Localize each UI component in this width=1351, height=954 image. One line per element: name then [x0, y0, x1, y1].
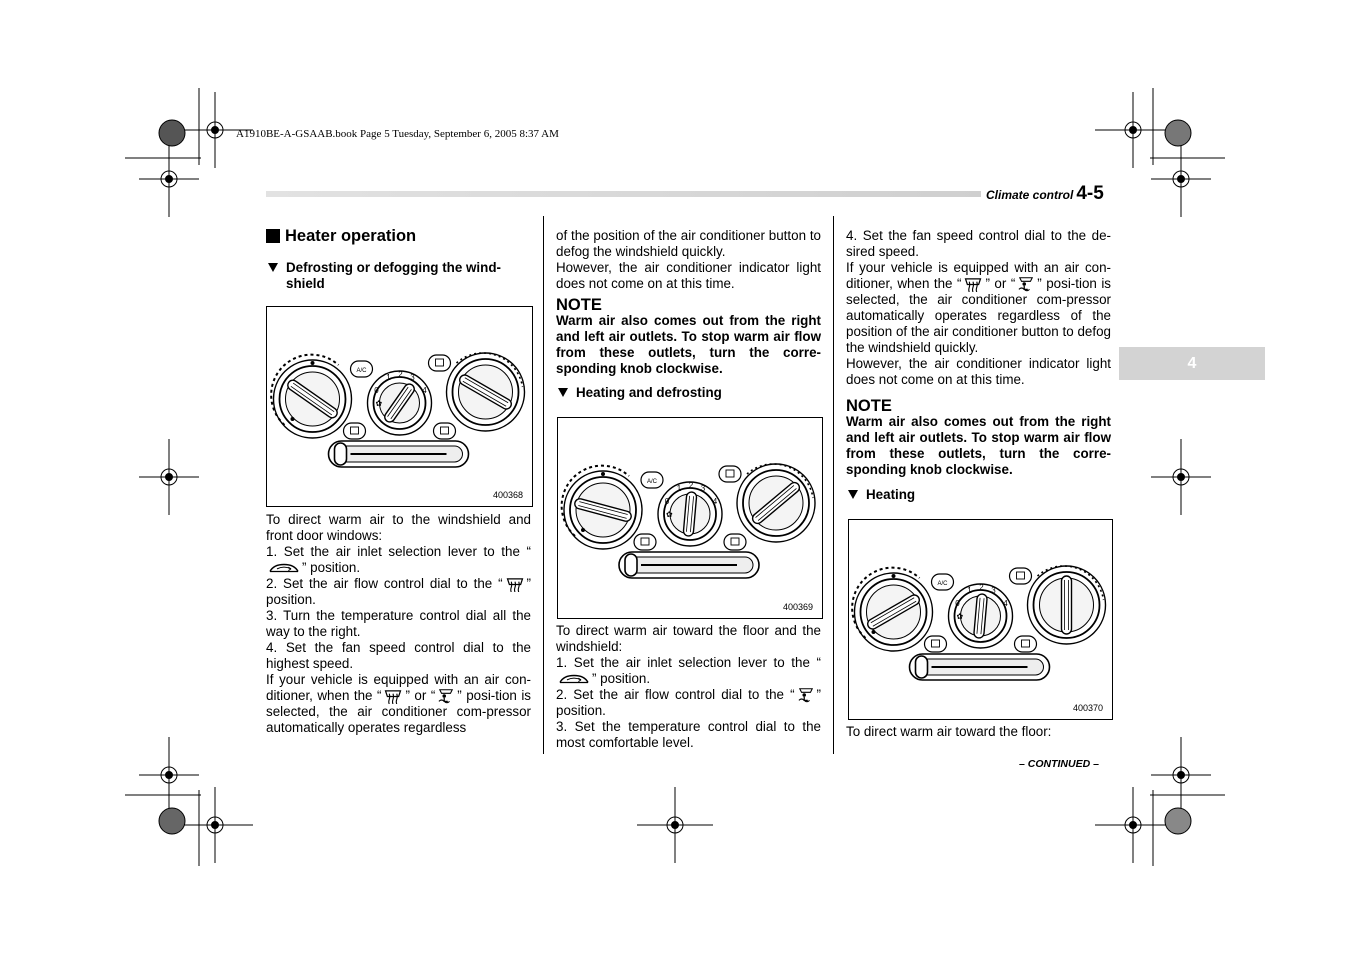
step-1: 1. Set the air inlet selection lever to the “” position.: [266, 544, 531, 575]
fan-speed-label: 0: [664, 497, 670, 506]
rear-defrost-button: [719, 466, 741, 482]
fresh-air-button: [925, 636, 947, 652]
column-3-top: [846, 228, 1111, 503]
rear-defrost-button: [429, 355, 451, 371]
ac-paragraph: If your vehicle is equipped with an air con-ditioner, when the “ ” or “ ” posi-tion is selected, the air conditioner com-pressor automatically operates regardless: [266, 672, 532, 736]
air-inlet-lever: [335, 443, 347, 465]
figure-400369: [557, 417, 823, 619]
ac-paragraph: If your vehicle is equipped with an air con-ditioner, when the “ ” or “ ” posi-tion is selected, the air conditioner com-pressor automatically operates regardless of the position of the air conditioner button to defog the windshield quickly.: [846, 260, 1112, 356]
fan-speed-label: 2: [688, 481, 694, 490]
chapter-tab: 4: [1119, 347, 1265, 380]
column-2-body: [556, 623, 821, 751]
figure-400370: [848, 519, 1113, 720]
ac-button-label: A/C: [356, 368, 367, 374]
section-heading: Heater operation: [266, 228, 531, 244]
indicator-text: However, the air conditioner indicator light does not come on at this time.: [846, 356, 1111, 388]
continued-label: – CONTINUED –: [1019, 758, 1099, 770]
square-bullet-icon: [266, 229, 280, 243]
fan-speed-label: 1: [386, 373, 391, 382]
fan-speed-label: 2: [979, 583, 984, 592]
defrost-floor-icon: [1015, 276, 1037, 292]
continued-text: of the position of the air conditioner button to defog the windshield quickly.: [556, 228, 821, 259]
defrost-floor-icon: [435, 688, 457, 704]
figure-code: 400370: [1072, 703, 1103, 713]
control-panel: [852, 566, 1105, 680]
figure-code: 400369: [782, 602, 813, 612]
subsection-heading: Heating and defrosting: [556, 385, 821, 401]
note-body: Warm air also comes out from the right and left air outlets. To stop warm air flow from these outlets, turn the corre-sponding knob clockwise.: [846, 414, 1111, 478]
column-divider: [833, 216, 834, 754]
hot-mark: [892, 574, 896, 578]
fan-speed-label: 2: [398, 370, 403, 379]
defrost-floor-icon: [795, 687, 817, 703]
recirc-button: [1015, 636, 1037, 652]
fresh-air-button: [634, 534, 656, 550]
note-body: Warm air also comes out from the right and left air outlets. To stop warm air flow from these outlets, turn the corre-sponding knob clockwise.: [556, 313, 821, 376]
fan-speed-label: 3: [410, 373, 415, 382]
defrost-icon: [503, 577, 527, 592]
recirc-button: [724, 534, 746, 550]
step-2: 2. Set the air flow control dial to the “ ” position.: [556, 687, 821, 719]
book-info-line: A1910BE-A-GSAAB.book Page 5 Tuesday, September 6, 2005 8:37 AM: [236, 128, 559, 140]
rear-defrost-button: [1010, 568, 1032, 584]
section-header: [986, 183, 1104, 205]
triangle-bullet-icon: [558, 388, 568, 397]
cold-mark: [581, 528, 585, 532]
column-3-body: [846, 724, 1111, 740]
column-1: [266, 228, 531, 292]
step-3: 3. Set the temperature control dial to the most comfortable level.: [556, 719, 821, 751]
fan-speed-label: 1: [676, 484, 682, 493]
fan-speed-label: 3: [991, 586, 996, 595]
step-4: 4. Set the fan speed control dial to the highest speed.: [266, 640, 531, 671]
fan-speed-label: 4: [1003, 599, 1008, 608]
fan-speed-label: 3: [700, 484, 706, 493]
recirculation-icon: [266, 561, 302, 575]
cold-mark: [291, 417, 295, 421]
fresh-air-button: [344, 423, 366, 439]
figure-code: 400368: [492, 490, 523, 500]
note-heading: NOTE: [846, 397, 892, 416]
fan-icon: ✿: [375, 399, 383, 408]
figure-400368: [266, 306, 533, 507]
heater-control-panel-illustration: [849, 520, 1112, 719]
air-inlet-lever: [916, 656, 928, 678]
defrost-icon: [961, 277, 985, 292]
control-panel: [562, 464, 815, 578]
triangle-bullet-icon: [268, 263, 278, 272]
fan-speed-label: 4: [422, 386, 427, 395]
recirc-button: [434, 423, 456, 439]
defrost-icon: [381, 689, 405, 704]
triangle-bullet-icon: [848, 490, 858, 499]
fan-icon: ✿: [666, 510, 673, 519]
air-inlet-lever: [625, 554, 637, 576]
column-2-top: [556, 228, 821, 401]
fan-icon: ✿: [956, 612, 964, 621]
step-3: 3. Turn the temperature control dial all the way to the right.: [266, 608, 531, 639]
air-flow-dial-grip: [1062, 576, 1072, 634]
ac-button-label: A/C: [646, 479, 658, 485]
hot-mark: [601, 472, 605, 476]
page-number: 4-5: [1076, 183, 1104, 204]
heater-control-panel-illustration: [558, 418, 822, 618]
cold-mark: [872, 630, 876, 634]
step-1: 1. Set the air inlet selection lever to the “” position.: [556, 655, 821, 686]
header-rule: [266, 191, 981, 197]
fan-speed-label: 4: [712, 497, 718, 506]
section-title: Climate control: [986, 188, 1074, 202]
indicator-text: However, the air conditioner indicator light does not come on at this time.: [556, 260, 821, 291]
step-2: 2. Set the air flow control dial to the “ ” position.: [266, 576, 531, 607]
fan-speed-label: 1: [967, 586, 972, 595]
subsection-heading: Heating: [846, 487, 1111, 503]
intro-text: To direct warm air toward the floor:: [846, 724, 1052, 739]
column-1-body: [266, 512, 531, 736]
heater-control-panel-illustration: [267, 307, 532, 506]
step-4: 4. Set the fan speed control dial to the de-sired speed.: [846, 228, 1111, 259]
control-panel: [271, 353, 524, 467]
subsection-heading: Defrosting or defogging the wind-shield: [266, 260, 531, 292]
column-divider: [543, 216, 544, 754]
ac-button-label: A/C: [937, 581, 948, 587]
air-flow-dial-grip-bar: [1062, 576, 1072, 634]
intro-text: To direct warm air to the windshield and front door windows:: [266, 512, 531, 543]
recirculation-icon: [556, 672, 592, 686]
hot-mark: [311, 361, 315, 365]
fan-speed-label: 0: [955, 599, 960, 608]
intro-text: To direct warm air toward the floor and the windshield:: [556, 623, 821, 654]
note-heading: NOTE: [556, 296, 602, 314]
fan-speed-label: 0: [374, 386, 379, 395]
